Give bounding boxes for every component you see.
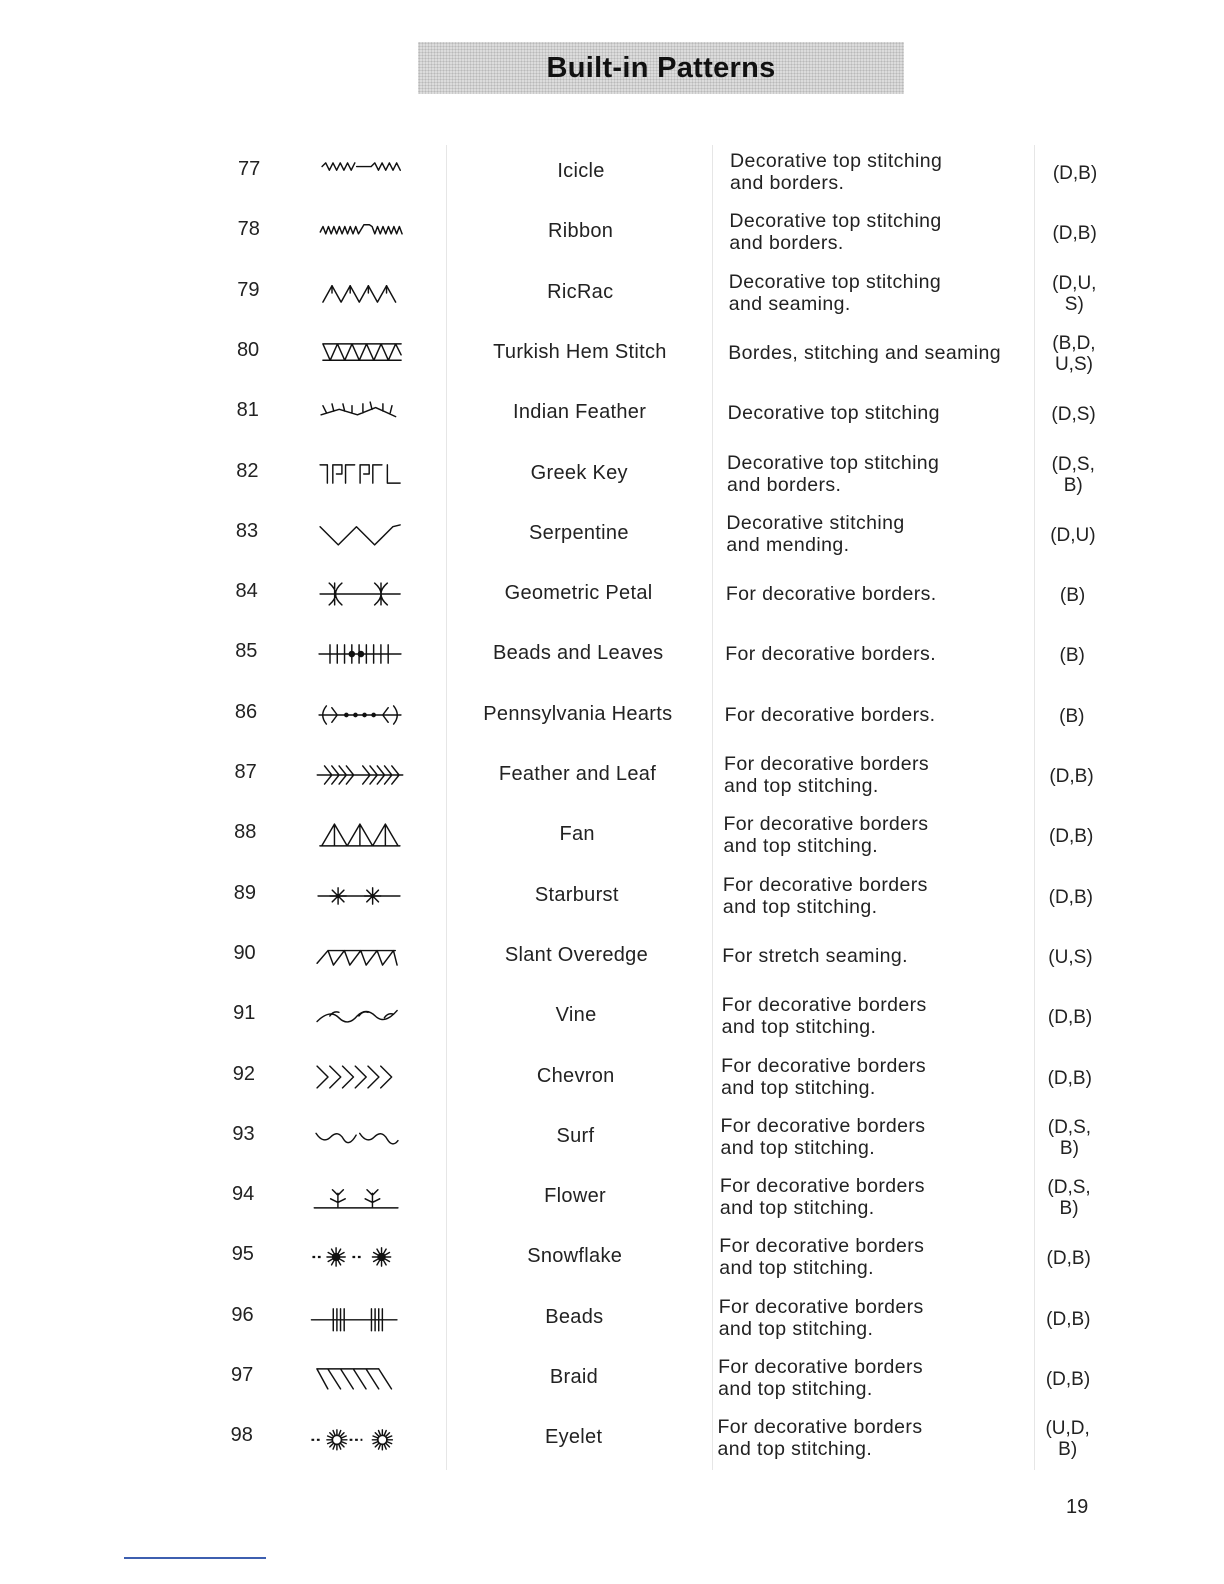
- snowflake-icon: [302, 1237, 412, 1277]
- page-number: 19: [1066, 1496, 1089, 1518]
- pattern-description: [723, 874, 1033, 918]
- description-line: and top stitching.: [717, 1438, 873, 1461]
- pattern-description: [718, 1356, 1028, 1400]
- pattern-name: Turkish Hem Stitch: [493, 340, 667, 363]
- description-line: and top stitching.: [724, 775, 879, 797]
- table-row: [0, 389, 1224, 449]
- description-line: For decorative borders: [722, 873, 928, 896]
- code-line: (D,S,: [1051, 453, 1095, 475]
- code-line: (D,U,: [1052, 272, 1097, 294]
- table-row: [0, 1294, 1224, 1354]
- beads-icon: [301, 1298, 411, 1338]
- description-line: and top stitching.: [719, 1257, 874, 1280]
- code-line: (D,B): [1047, 1007, 1093, 1029]
- code-line: (D,B): [1048, 886, 1093, 908]
- code-line: (U,S): [1048, 946, 1093, 968]
- pattern-name: Indian Feather: [513, 401, 647, 424]
- chevron-icon: [303, 1057, 413, 1097]
- description-line: For stretch seaming.: [722, 944, 908, 967]
- pennsylvania-hearts-icon: [305, 695, 415, 735]
- greek-key-icon: [306, 454, 416, 494]
- vine-icon: [303, 996, 413, 1036]
- description-line: and mending.: [726, 533, 850, 556]
- pattern-name: Serpentine: [529, 521, 629, 544]
- description-line: Decorative stitching: [726, 511, 905, 534]
- fan-icon: [304, 815, 414, 855]
- description-line: For decorative borders: [721, 1054, 927, 1077]
- ricrac-icon: [307, 273, 417, 313]
- pattern-number: 91: [233, 1002, 256, 1025]
- table-row: [0, 691, 1224, 751]
- code-line: (B): [1059, 705, 1085, 727]
- pattern-description: [729, 271, 1039, 315]
- description-line: For decorative borders: [717, 1416, 923, 1439]
- pattern-name: Beads: [545, 1305, 604, 1328]
- description-line: For decorative borders: [721, 994, 927, 1017]
- table-row: [0, 1354, 1224, 1414]
- description-line: and top stitching.: [720, 1136, 876, 1159]
- pattern-name: Geometric Petal: [504, 582, 653, 605]
- pattern-number: 83: [235, 519, 259, 542]
- pattern-description: [726, 583, 1036, 605]
- code-line: (D,S): [1051, 404, 1096, 426]
- code-line: (D,U): [1050, 524, 1096, 546]
- usage-code: [1037, 706, 1107, 727]
- pattern-number: 77: [238, 158, 261, 180]
- description-line: For decorative borders.: [725, 643, 937, 666]
- description-line: For decorative borders: [720, 1114, 926, 1137]
- usage-code: [1034, 1117, 1104, 1159]
- description-line: Decorative top stitching: [727, 451, 940, 474]
- code-line: B): [1063, 474, 1083, 496]
- pattern-description: [728, 402, 1038, 424]
- pattern-description: [725, 643, 1035, 665]
- usage-code: [1035, 1007, 1105, 1028]
- pattern-number: 79: [237, 278, 260, 301]
- description-line: For decorative borders: [718, 1356, 924, 1378]
- code-line: (D,B): [1048, 826, 1094, 848]
- table-row: [0, 811, 1224, 871]
- table-row: [0, 1414, 1224, 1474]
- pattern-description: [721, 1055, 1031, 1099]
- usage-code: [1037, 645, 1107, 666]
- usage-code: [1035, 947, 1105, 968]
- description-line: and top stitching.: [723, 835, 879, 858]
- code-line: (U,D,: [1045, 1418, 1090, 1440]
- pattern-name: Ribbon: [548, 220, 614, 243]
- description-line: and seaming.: [728, 292, 851, 315]
- usage-code: [1040, 223, 1110, 244]
- eyelet-icon: [301, 1418, 411, 1458]
- pattern-name: Eyelet: [544, 1426, 603, 1449]
- pattern-number: 86: [234, 700, 258, 723]
- description-line: Decorative top stitching: [730, 150, 943, 172]
- usage-code: [1034, 1177, 1104, 1219]
- code-line: (D,B): [1045, 1369, 1091, 1390]
- table-row: [0, 932, 1224, 992]
- pattern-number: 82: [236, 459, 259, 482]
- description-line: and top stitching.: [719, 1197, 875, 1220]
- usage-code: [1033, 1309, 1103, 1330]
- table-row: [0, 992, 1224, 1052]
- usage-code: [1034, 1248, 1104, 1269]
- pattern-description: [728, 342, 1038, 364]
- pattern-name: Flower: [544, 1185, 606, 1208]
- description-line: For decorative borders.: [725, 583, 937, 606]
- code-line: B): [1059, 1198, 1079, 1220]
- description-line: and top stitching.: [718, 1317, 874, 1340]
- description-line: For decorative borders: [723, 813, 929, 836]
- code-line: (D,S,: [1047, 1177, 1091, 1199]
- code-line: (D,B): [1052, 163, 1098, 184]
- description-line: and borders.: [727, 473, 842, 496]
- code-line: (B): [1059, 645, 1085, 667]
- pattern-description: [725, 704, 1035, 726]
- pattern-name: Slant Overedge: [504, 943, 649, 966]
- pattern-description: [719, 1296, 1029, 1340]
- usage-code: [1039, 333, 1109, 375]
- pattern-description: [719, 1235, 1029, 1279]
- pattern-name: Starburst: [534, 883, 619, 906]
- description-line: For decorative borders: [719, 1175, 925, 1198]
- code-line: (D,S,: [1047, 1116, 1092, 1138]
- pattern-name: Feather and Leaf: [498, 763, 657, 785]
- table-row: [0, 450, 1224, 510]
- description-line: Decorative top stitching: [729, 210, 942, 233]
- slant-overedge-icon: [303, 936, 413, 976]
- usage-code: [1040, 163, 1110, 184]
- pattern-description: [726, 512, 1036, 556]
- usage-code: [1039, 404, 1109, 425]
- pattern-name: Beads and Leaves: [492, 642, 664, 665]
- pattern-description: [722, 945, 1032, 967]
- feather-and-leaf-icon: [305, 755, 415, 795]
- pattern-name: Snowflake: [527, 1245, 623, 1268]
- pattern-number: 92: [232, 1062, 255, 1085]
- description-line: and top stitching.: [721, 1076, 876, 1099]
- pattern-number: 81: [236, 399, 259, 422]
- code-line: (B,D,: [1052, 332, 1096, 354]
- pattern-name: Braid: [549, 1366, 599, 1388]
- pattern-number: 96: [231, 1303, 254, 1326]
- table-row: [0, 510, 1224, 570]
- pattern-number: 95: [231, 1243, 254, 1266]
- table-row: [0, 1113, 1224, 1173]
- table-row: [0, 269, 1224, 329]
- pattern-description: [720, 1175, 1030, 1219]
- pattern-number: 87: [234, 761, 257, 783]
- ribbon-icon: [308, 212, 418, 252]
- pattern-description: [723, 813, 1033, 857]
- footer-rule: [124, 1557, 266, 1559]
- table-row: [0, 751, 1224, 811]
- table-row: [0, 148, 1224, 208]
- surf-icon: [302, 1117, 412, 1157]
- pattern-number: 85: [235, 640, 258, 663]
- usage-code: [1033, 1369, 1103, 1390]
- code-line: (B): [1059, 585, 1086, 607]
- pattern-number: 90: [233, 941, 256, 964]
- table-row: [0, 570, 1224, 630]
- pattern-description: [720, 1115, 1030, 1159]
- description-line: For decorative borders: [724, 753, 930, 775]
- turkish-hem-stitch-icon: [307, 333, 417, 373]
- description-line: and top stitching.: [721, 1016, 877, 1039]
- table-row: [0, 1233, 1224, 1293]
- pattern-name: Icicle: [557, 160, 605, 182]
- description-line: and top stitching.: [722, 895, 878, 918]
- description-line: Decorative top stitching: [728, 270, 942, 293]
- usage-code: [1039, 273, 1109, 315]
- usage-code: [1036, 887, 1106, 908]
- pattern-number: 80: [236, 338, 260, 361]
- pattern-number: 78: [237, 218, 260, 241]
- code-line: (D,B): [1046, 1248, 1091, 1270]
- indian-feather-icon: [307, 393, 417, 433]
- title-banner: [418, 42, 904, 94]
- pattern-number: 84: [235, 580, 258, 603]
- table-row: [0, 1173, 1224, 1233]
- code-line: (D,B): [1049, 766, 1094, 787]
- table-row: [0, 872, 1224, 932]
- pattern-number: 88: [234, 821, 257, 844]
- code-line: S): [1064, 293, 1084, 315]
- usage-code: [1038, 585, 1108, 606]
- beads-and-leaves-icon: [305, 634, 415, 674]
- table-row: [0, 630, 1224, 690]
- table-row: [0, 329, 1224, 389]
- pattern-number: 97: [231, 1364, 254, 1386]
- usage-code: [1038, 525, 1108, 546]
- code-line: (D,B): [1047, 1067, 1092, 1089]
- usage-code: [1037, 766, 1107, 787]
- pattern-number: 94: [232, 1183, 255, 1206]
- pattern-description: [730, 150, 1040, 194]
- description-line: For decorative borders: [719, 1235, 925, 1258]
- code-line: U,S): [1054, 353, 1093, 375]
- icicle-icon: [308, 152, 418, 192]
- code-line: (D,B): [1046, 1308, 1091, 1330]
- pattern-description: [724, 753, 1034, 797]
- pattern-name: Vine: [555, 1004, 597, 1027]
- description-line: and top stitching.: [718, 1378, 873, 1400]
- usage-code: [1038, 454, 1108, 496]
- pattern-name: Surf: [556, 1124, 595, 1147]
- pattern-name: Chevron: [536, 1064, 615, 1087]
- description-line: Decorative top stitching: [727, 402, 940, 425]
- pattern-name: RicRac: [547, 280, 614, 303]
- code-line: B): [1059, 1137, 1079, 1159]
- description-line: Bordes, stitching and seaming: [728, 341, 1002, 364]
- code-line: (D,B): [1052, 223, 1097, 245]
- table-row: [0, 208, 1224, 268]
- code-line: B): [1058, 1439, 1078, 1461]
- description-line: and borders.: [730, 172, 845, 194]
- flower-icon: [302, 1177, 412, 1217]
- pattern-number: 89: [233, 881, 257, 904]
- geometric-petal-icon: [306, 574, 416, 614]
- description-line: For decorative borders.: [724, 703, 936, 726]
- page-title: Built-in Patterns: [546, 51, 776, 84]
- pattern-description: [727, 452, 1037, 496]
- pattern-number: 93: [232, 1122, 255, 1145]
- pattern-description: [729, 210, 1039, 254]
- pattern-number: 98: [230, 1424, 253, 1447]
- pattern-description: [718, 1416, 1028, 1460]
- table-row: [0, 1053, 1224, 1113]
- serpentine-icon: [306, 514, 416, 554]
- usage-code: [1036, 826, 1106, 847]
- usage-code: [1033, 1418, 1103, 1460]
- pattern-name: Greek Key: [530, 461, 628, 484]
- pattern-name: Fan: [559, 823, 595, 846]
- description-line: For decorative borders: [718, 1295, 924, 1318]
- pattern-name: Pennsylvania Hearts: [483, 702, 673, 725]
- starburst-icon: [304, 876, 414, 916]
- description-line: and borders.: [729, 232, 844, 255]
- pattern-description: [722, 994, 1032, 1038]
- braid-icon: [301, 1358, 411, 1398]
- usage-code: [1035, 1068, 1105, 1089]
